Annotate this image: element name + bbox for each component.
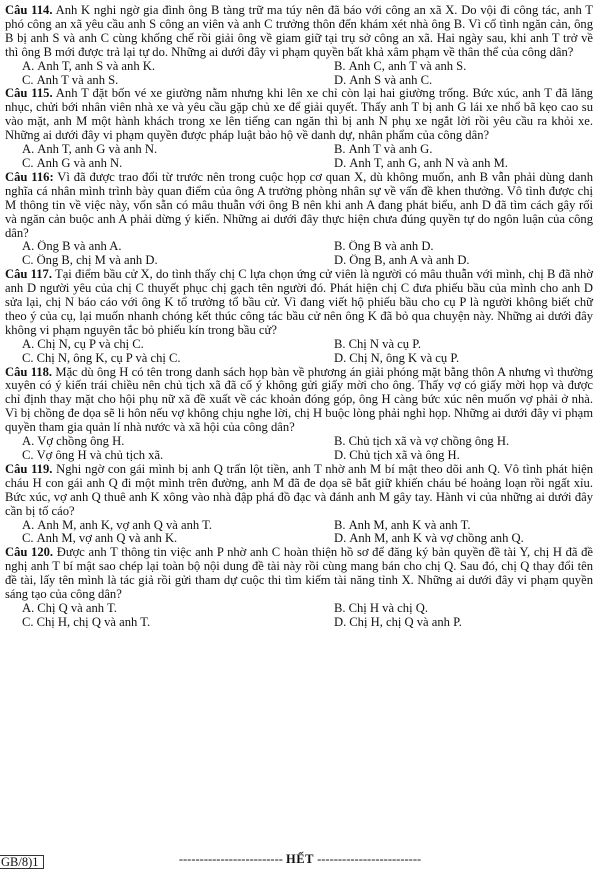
option-c — [5, 74, 317, 88]
dash-right: ------------------------- — [317, 852, 422, 866]
option-c — [5, 532, 317, 546]
option-d — [317, 254, 593, 268]
option-text: Anh M, anh K, vợ anh Q và anh T. — [37, 518, 213, 532]
option-text: Chị N, ông K, cụ P và chị C. — [36, 351, 181, 365]
option-a — [5, 143, 317, 157]
option-text: Chị Q và anh T. — [37, 601, 117, 615]
option-a — [5, 338, 317, 352]
question-114 — [5, 4, 593, 87]
option-d — [317, 449, 593, 463]
question-number: Câu 118. — [5, 364, 53, 379]
option-text: Anh T, anh G, anh N và anh M. — [349, 156, 508, 170]
option-letter: B. — [334, 240, 346, 254]
option-b — [317, 435, 593, 449]
option-letter: C. — [22, 156, 34, 170]
question-stem — [5, 87, 593, 143]
question-number: Câu 120. — [5, 545, 54, 560]
question-list — [5, 4, 593, 630]
option-text: Ông B, chị M và anh D. — [36, 254, 158, 268]
answer-options — [5, 435, 593, 463]
option-b — [317, 240, 593, 254]
option-letter: A. — [22, 337, 35, 351]
option-text: Ông B, anh A và anh D. — [349, 254, 470, 268]
option-text: Ông B và anh D. — [348, 240, 434, 254]
question-number: Câu 116: — [5, 169, 54, 184]
option-text: Ông B và anh A. — [37, 240, 122, 254]
question-stem — [5, 366, 593, 436]
option-text: Chị H, chị Q và anh P. — [349, 615, 462, 629]
option-b — [317, 60, 593, 74]
option-b — [317, 338, 593, 352]
question-118 — [5, 366, 593, 463]
answer-options — [5, 240, 593, 268]
option-text: Anh T và anh G. — [348, 143, 433, 157]
answer-options — [5, 60, 593, 88]
option-d — [317, 532, 593, 546]
option-a — [5, 519, 317, 533]
option-letter: D. — [334, 449, 347, 462]
option-letter: A. — [22, 143, 35, 157]
option-letter: D. — [334, 156, 347, 170]
option-a — [5, 435, 317, 449]
option-letter: A. — [22, 59, 35, 73]
option-letter: A. — [22, 601, 35, 615]
question-stem — [5, 268, 593, 338]
question-115 — [5, 87, 593, 170]
option-text: Chị N và cụ P. — [348, 337, 421, 351]
option-text: Anh M, anh K và vợ chồng anh Q. — [349, 532, 524, 546]
option-d — [317, 157, 593, 171]
option-letter: A. — [22, 435, 35, 449]
option-text: Chị H và chị Q. — [348, 601, 428, 615]
option-letter: C. — [22, 73, 34, 87]
answer-options — [5, 519, 593, 547]
option-text: Anh T, anh G và anh N. — [37, 143, 158, 157]
option-text: Chị N, cụ P và chị C. — [37, 337, 144, 351]
option-d — [317, 352, 593, 366]
answer-options — [5, 143, 593, 171]
option-text: Chủ tịch xã và ông H. — [349, 449, 460, 462]
option-d — [317, 616, 593, 630]
option-letter: B. — [334, 59, 346, 73]
option-b — [317, 519, 593, 533]
question-stem — [5, 546, 593, 602]
option-letter: D. — [334, 254, 347, 268]
option-letter: D. — [334, 73, 347, 87]
option-c — [5, 449, 317, 463]
question-text: Vì đã được trao đổi từ trước nên trong cuộc họp cơ quan X, dù không muốn, anh B vẫn phải dùng danh nghĩa cá nhân mình trình bày quan điểm của ông A trưởng phòng nhân sự về vấn đề khen thưởng. Vô tình được chị M thông tin về việc này, vốn sẵn có mâu thuẫn với ông B nên khi anh A đang phát biểu, anh D đã tìm cách gây rối và ngăn cản buộc anh A phải dừng ý kiến. Những ai dưới đây thực hiện chưa đúng quyền tự do ngôn luận của công dân? — [5, 169, 593, 240]
option-letter: D. — [334, 615, 347, 629]
option-letter: C. — [22, 449, 34, 462]
option-text: Vợ ông H và chủ tịch xã. — [36, 449, 164, 462]
question-116 — [5, 171, 593, 268]
option-letter: B. — [334, 518, 346, 532]
option-a — [5, 602, 317, 616]
question-text: Mặc dù ông H có tên trong danh sách họp bàn về phương án giải phóng mặt bằng thôn A nhưng vì thường xuyên có ý kiến trái chiều nên chủ tịch xã đã cố ý không gửi giấy mời cho ông. Thấy vợ có giấy mời họp và được chỉ định thay mặt cho hội phụ nữ xã đề xuất về các khoản đóng góp, ông H càng bức xúc nên muốn vợ phải ở nhà. Vì bị chồng đe dọa sẽ li hôn nếu vợ không chịu nghe lời, chị H buộc lòng phải nghỉ họp. Những ai dưới đây vi phạm quyền tham gia quản lí nhà nước và xã hội của công dân? — [5, 364, 594, 435]
option-letter: B. — [334, 337, 346, 351]
option-text: Anh T và anh S. — [36, 73, 119, 87]
end-text: HẾT — [286, 852, 314, 866]
option-text: Chủ tịch xã và vợ chồng ông H. — [348, 435, 510, 449]
question-number: Câu 114. — [5, 3, 53, 17]
option-c — [5, 616, 317, 630]
question-text: Được anh T thông tin việc anh P nhờ anh C hoàn thiện hồ sơ để đăng ký bản quyền đề tài Y, chị H đã đề nghị anh T bí mật sao chép lại toàn bộ nội dung đề tài này rồi cùng mang bán cho chị Q. Sau đó, chị Q thay đổi tên đề tài, lấy tên mình là tác giả rồi gửi tham dự cuộc thi tìm kiếm tài năng tỉnh X. Những ai dưới đây vi phạm quyền sáng tạo của công dân? — [5, 545, 593, 602]
option-text: Chị H, chị Q và anh T. — [36, 615, 151, 629]
option-text: Anh S và anh C. — [349, 73, 433, 87]
option-a — [5, 240, 317, 254]
option-b — [317, 602, 593, 616]
question-119 — [5, 463, 593, 546]
option-letter: B. — [334, 601, 346, 615]
option-a — [5, 60, 317, 74]
question-120 — [5, 546, 593, 629]
question-117 — [5, 268, 593, 365]
option-b — [317, 143, 593, 157]
option-letter: B. — [334, 435, 346, 449]
option-c — [5, 157, 317, 171]
question-stem — [5, 4, 593, 60]
option-text: Anh M, anh K và anh T. — [348, 518, 471, 532]
answer-options — [5, 338, 593, 366]
question-text: Anh K nghi ngờ gia đình ông B tàng trữ ma túy nên đã báo với công an xã X. Do vội đi công tác, anh T phó công an xã yêu cầu anh S công an viên và anh C trưởng thôn đến khám xét nhà ông B. Vì cố tình ngăn cản, ông B bị anh S và anh C cùng khống chế rồi giải ông về giam giữ tại trụ sở công an xã. Hai ngày sau, khi anh T trở về thì ông B mới được trả lại tự do. Những ai dưới đây vi phạm quyền bất khả xâm phạm về thân thể của công dân? — [5, 3, 593, 59]
option-letter: A. — [22, 240, 35, 254]
page-footer — [0, 851, 600, 869]
option-text: Anh M, vợ anh Q và anh K. — [36, 532, 178, 546]
option-text: Chị N, ông K và cụ P. — [349, 351, 460, 365]
option-letter: B. — [334, 143, 346, 157]
option-letter: C. — [22, 615, 34, 629]
question-stem — [5, 171, 593, 241]
question-text: Tại điểm bầu cử X, do tình thấy chị C lựa chọn ứng cử viên là người có mâu thuẫn với mình, chị B đã nhờ anh D người yêu của chị C thuyết phục chị gạch tên người đó. Phát hiện chị C đưa phiếu bầu của mình cho anh D sửa lại, chị N báo cáo với ông K tổ trưởng tổ bầu cử. Vì đang viết hộ phiếu bầu cho cụ P là người không biết chữ theo ý của cụ, lại muốn nhanh chóng kết thúc công tác bầu cử nên ông K đã bỏ qua chuyện này. Những ai dưới đây không vi phạm nguyên tắc bỏ phiếu kín trong bầu cử? — [5, 267, 593, 337]
option-letter: D. — [334, 532, 347, 546]
question-number: Câu 119. — [5, 461, 53, 476]
option-c — [5, 254, 317, 268]
question-number: Câu 115. — [5, 86, 53, 101]
question-stem — [5, 463, 593, 519]
option-text: Anh T, anh S và anh K. — [37, 59, 156, 73]
option-letter: C. — [22, 351, 34, 365]
option-d — [317, 74, 593, 88]
page-code: GB/8)1 — [0, 855, 44, 869]
option-letter: D. — [334, 351, 347, 365]
option-text: Vợ chồng ông H. — [37, 435, 125, 449]
dash-left: ------------------------- — [178, 852, 283, 866]
option-letter: A. — [22, 518, 35, 532]
option-c — [5, 352, 317, 366]
end-marker — [0, 852, 600, 867]
question-number: Câu 117. — [5, 267, 52, 282]
option-text: Anh G và anh N. — [36, 156, 123, 170]
question-text: Nghi ngờ con gái mình bị anh Q trấn lột tiền, anh T nhờ anh M bí mật theo dõi anh Q. Vô tình phát hiện cháu H con gái anh Q đi một mình trên đường, anh M đã đe dọa sẽ bắt giữ khiến cháu bé hoảng loạn rồi ngất xỉu. Bức xúc, vợ anh Q thuê anh K xông vào nhà đập phá đồ đạc và đánh anh M gây tay. Hành vi của những ai dưới đây cần bị tố cáo? — [5, 461, 593, 518]
option-letter: C. — [22, 532, 34, 546]
option-letter: C. — [22, 254, 34, 268]
question-text: Anh T đặt bốn vé xe giường nằm nhưng khi lên xe chỉ còn lại hai giường trống. Bức xúc, anh T đã lăng nhục, chửi bới nhân viên nhà xe và yêu cầu gặp chủ xe để giải quyết. Thấy anh T bị anh G lái xe nhổ bã kẹo cao su vào mặt, anh M một hành khách trong xe lên tiếng can ngăn thì bị anh N phụ xe ngắt lời rồi yêu cầu ra khỏi xe. Những ai dưới đây vi phạm quyền được pháp luật bảo hộ về danh dự, nhân phẩm của công dân? — [5, 86, 593, 143]
answer-options — [5, 602, 593, 630]
option-text: Anh C, anh T và anh S. — [348, 59, 467, 73]
